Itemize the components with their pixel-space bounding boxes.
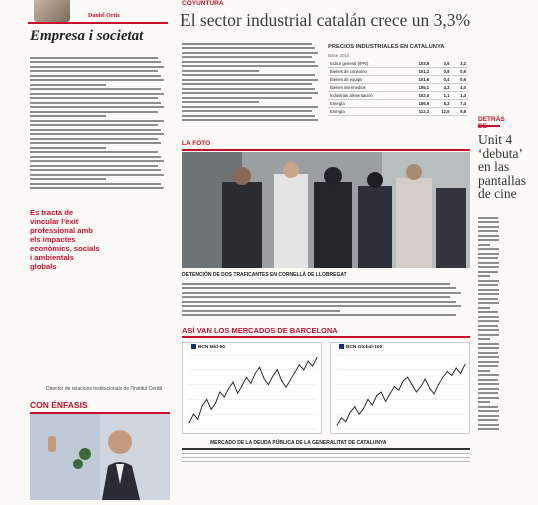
- chart-point: [272, 375, 273, 376]
- chart-bcn-mid-50: [182, 342, 322, 434]
- chart-point: [197, 419, 198, 420]
- chart-point: [312, 366, 313, 367]
- chart-point: [376, 395, 377, 396]
- chart-point: [398, 390, 399, 391]
- text-line: [478, 320, 499, 322]
- chart-point: [350, 412, 351, 413]
- chart-point: [438, 384, 439, 385]
- text-line: [478, 275, 490, 277]
- chart-point: [394, 386, 395, 387]
- chart-point: [354, 406, 355, 407]
- text-line: [30, 142, 161, 144]
- chart-point: [367, 399, 368, 400]
- text-line: [182, 283, 450, 285]
- text-line: [182, 56, 312, 58]
- text-line: [478, 379, 498, 381]
- text-line: [30, 120, 164, 122]
- text-line: [30, 183, 161, 185]
- price-table-row: [328, 108, 468, 116]
- price-table-cell: 0,8: [431, 68, 451, 76]
- text-line: [182, 101, 259, 103]
- price-table-row: [328, 76, 468, 84]
- price-table-cell: Energía: [328, 100, 407, 108]
- chart-point: [385, 401, 386, 402]
- chart-point: [412, 384, 413, 385]
- text-line: [182, 70, 259, 72]
- text-line: [30, 165, 158, 167]
- chart-point: [228, 388, 229, 389]
- price-table-cell: 101,6: [407, 76, 431, 84]
- chart-point: [434, 393, 435, 394]
- price-table-cell: 112,3: [407, 108, 431, 116]
- price-table-cell: 101,2: [407, 68, 431, 76]
- chart-left-title: BCN Mid-50: [198, 344, 225, 350]
- price-table: [328, 60, 468, 116]
- text-line: [30, 129, 161, 131]
- enfasis-photo: [30, 414, 170, 500]
- author-name: Daniel Ortiz: [88, 13, 120, 19]
- text-line: [478, 415, 499, 417]
- article-body: [182, 40, 322, 124]
- text-line: [30, 111, 158, 113]
- text-line: [478, 298, 498, 300]
- text-line: [478, 347, 499, 349]
- price-table-cell: 102,0: [407, 92, 431, 100]
- text-line: [30, 106, 164, 108]
- chart-point: [341, 417, 342, 418]
- chart-point: [224, 396, 225, 397]
- markets-rule: [182, 336, 470, 338]
- detras-heading: DETRÁS: [478, 116, 505, 123]
- text-line: [30, 187, 164, 189]
- detras-text: [478, 214, 500, 433]
- chart-point: [233, 382, 234, 383]
- chart-point: [389, 393, 390, 394]
- text-line: [30, 84, 106, 86]
- text-line: [182, 287, 456, 289]
- text-line: [182, 52, 318, 54]
- chart-series-line: [337, 364, 465, 425]
- text-line: [30, 57, 158, 59]
- text-line: [182, 310, 340, 312]
- text-line: [30, 70, 158, 72]
- chart-point: [202, 405, 203, 406]
- text-line: [478, 244, 490, 246]
- chart-point: [211, 409, 212, 410]
- chart-point: [429, 388, 430, 389]
- pullquote-text: Es tracta de vincular l'èxit professional amb els impactes econòmics, socials i ambientals globals: [30, 208, 100, 271]
- text-line: [30, 79, 164, 81]
- news-photo: [182, 152, 470, 268]
- text-line: [478, 239, 499, 241]
- text-line: [30, 97, 158, 99]
- debt-cell: [182, 458, 218, 462]
- text-line: [478, 266, 499, 268]
- text-line: [30, 138, 158, 140]
- chart-point: [250, 383, 251, 384]
- price-table-cell: 4,3: [431, 84, 451, 92]
- chart-point: [416, 392, 417, 393]
- text-line: [30, 178, 106, 180]
- text-line: [182, 119, 318, 121]
- price-table-cell: 103,8: [407, 60, 431, 68]
- text-line: [478, 392, 498, 394]
- chart-point: [447, 371, 448, 372]
- price-table-row: [328, 100, 468, 108]
- price-table-cell: 1,1: [431, 92, 451, 100]
- text-line: [182, 110, 312, 112]
- text-line: [478, 235, 499, 237]
- author-credit: Director de relacions Institucionals de l'Institut Cerdà: [46, 386, 163, 392]
- text-line: [478, 338, 490, 340]
- author-photo: [34, 0, 70, 22]
- photo-rule: [182, 149, 470, 151]
- chart-point: [189, 422, 190, 423]
- price-table-cell: 0,6: [451, 76, 468, 84]
- chart-point: [286, 387, 287, 388]
- debt-table: [182, 448, 470, 462]
- price-table-row: [328, 92, 468, 100]
- debt-cell: [254, 458, 290, 462]
- price-table-subtitle: Base 2015: [328, 53, 350, 58]
- text-line: [478, 293, 499, 295]
- text-line: [478, 419, 498, 421]
- price-table-cell: Bienes de consumo: [328, 68, 407, 76]
- detras-title: Unit 4 ‘debuta’ en las pantallas de cine: [478, 132, 526, 201]
- price-table-cell: Energía: [328, 108, 407, 116]
- text-line: [478, 262, 499, 264]
- text-line: [182, 97, 312, 99]
- text-line: [478, 307, 490, 309]
- price-table-cell: Bienes de equipo: [328, 76, 407, 84]
- text-line: [478, 221, 499, 223]
- text-line: [182, 301, 456, 303]
- text-line: [30, 124, 158, 126]
- price-table-cell: 4,0: [451, 84, 468, 92]
- text-line: [182, 92, 318, 94]
- chart-point: [255, 373, 256, 374]
- text-line: [182, 74, 315, 76]
- chart-point: [219, 392, 220, 393]
- chart-point: [403, 380, 404, 381]
- text-line: [182, 47, 315, 49]
- text-line: [182, 79, 318, 81]
- markets-heading: ASÍ VAN LOS MERCADOS DE BARCELONA: [182, 326, 338, 335]
- text-line: [30, 66, 164, 68]
- text-line: [478, 356, 499, 358]
- debt-cell: [326, 458, 362, 462]
- text-line: [182, 43, 312, 45]
- price-table-cell: Industrias alimentación: [328, 92, 407, 100]
- debt-cell: [362, 458, 398, 462]
- chart-point: [337, 425, 338, 426]
- text-line: [182, 65, 318, 67]
- text-line: [478, 316, 499, 318]
- text-line: [478, 257, 498, 259]
- section-title: Empresa i societat: [30, 28, 144, 44]
- chart-point: [456, 367, 457, 368]
- price-table-title: PRECIOS INDUSTRIALES EN CATALUNYA: [328, 44, 445, 50]
- chart-point: [241, 385, 242, 386]
- left-article-text: [30, 54, 168, 192]
- price-table-cell: 9,8: [451, 108, 468, 116]
- text-line: [478, 370, 490, 372]
- text-line: [478, 271, 498, 273]
- text-line: [478, 428, 499, 430]
- text-line: [30, 93, 164, 95]
- chart-point: [359, 414, 360, 415]
- text-line: [30, 160, 164, 162]
- text-line: [478, 388, 499, 390]
- chart-point: [345, 421, 346, 422]
- chart-point: [193, 414, 194, 415]
- text-line: [182, 292, 461, 294]
- text-line: [30, 151, 158, 153]
- chart-point: [294, 372, 295, 373]
- debt-cell: [218, 458, 254, 462]
- chart-point: [420, 386, 421, 387]
- text-line: [478, 352, 498, 354]
- text-line: [478, 217, 498, 219]
- price-table-cell: 12,5: [431, 108, 451, 116]
- text-line: [30, 169, 161, 171]
- chart-point: [290, 379, 291, 380]
- price-table-row: [328, 68, 468, 76]
- text-line: [30, 102, 161, 104]
- text-line: [182, 115, 315, 117]
- chart-point: [407, 377, 408, 378]
- price-table-cell: 7,4: [451, 100, 468, 108]
- photo-caption: [182, 280, 470, 319]
- text-line: [478, 325, 498, 327]
- text-line: [478, 334, 499, 336]
- text-line: [478, 248, 499, 250]
- text-line: [30, 61, 161, 63]
- price-table-cell: 0,4: [431, 76, 451, 84]
- text-line: [478, 397, 499, 399]
- chart-right-plot: [331, 343, 471, 435]
- text-line: [182, 305, 461, 307]
- chart-point: [237, 393, 238, 394]
- chart-point: [317, 357, 318, 358]
- price-table-cell: 3,6: [431, 60, 451, 68]
- text-line: [478, 343, 499, 345]
- text-line: [478, 289, 499, 291]
- text-line: [182, 83, 312, 85]
- pullquote: [30, 208, 100, 271]
- price-table-cell: 106,9: [407, 100, 431, 108]
- text-line: [478, 424, 499, 426]
- text-line: [30, 147, 106, 149]
- text-line: [478, 302, 499, 304]
- chart-bcn-global-100: [330, 342, 470, 434]
- text-line: [30, 174, 164, 176]
- chart-point: [246, 377, 247, 378]
- debt-cell: [290, 458, 326, 462]
- text-line: [478, 226, 499, 228]
- price-table-cell: Índice general (IPRI): [328, 60, 407, 68]
- chart-point: [303, 369, 304, 370]
- chart-point: [259, 367, 260, 368]
- text-line: [182, 88, 315, 90]
- chart-right-title: BCN Global-100: [346, 344, 383, 350]
- chart-point: [281, 380, 282, 381]
- text-line: [182, 61, 315, 63]
- text-line: [30, 156, 161, 158]
- debt-row: [182, 458, 470, 462]
- text-line: [478, 361, 499, 363]
- author-rule: [28, 22, 168, 24]
- chart-point: [451, 375, 452, 376]
- price-table-cell: Bienes intermedios: [328, 84, 407, 92]
- text-line: [478, 329, 499, 331]
- photo-caption-heading: DETENCIÓN DE DOS TRAFICANTES EN CORNELLÀ DE LLOBREGAT: [182, 272, 347, 278]
- article-kicker: COYUNTURA: [182, 0, 224, 7]
- price-table-cell: 3,2: [451, 60, 468, 68]
- chart-point: [206, 399, 207, 400]
- chart-point: [277, 369, 278, 370]
- text-line: [30, 75, 161, 77]
- chart-point: [299, 364, 300, 365]
- text-line: [478, 280, 499, 282]
- debt-cell: [398, 458, 434, 462]
- text-line: [182, 314, 456, 316]
- chart-point: [308, 361, 309, 362]
- price-table-cell: 105,1: [407, 84, 431, 92]
- chart-point: [268, 384, 269, 385]
- chart-point: [425, 379, 426, 380]
- detras-rule: [478, 125, 500, 127]
- debt-table-title: MERCADO DE LA DEUDA PÚBLICA DE LA GENERALITAT DE CATALUNYA: [210, 440, 387, 446]
- enfasis-heading: CON ÉNFASIS: [30, 400, 88, 410]
- text-line: [182, 296, 450, 298]
- chart-left-plot: [183, 343, 323, 435]
- price-table-cell: 0,9: [451, 68, 468, 76]
- chart-point: [442, 377, 443, 378]
- text-line: [478, 374, 499, 376]
- chart-point: [381, 392, 382, 393]
- chart-point: [363, 408, 364, 409]
- text-line: [30, 115, 106, 117]
- price-table-cell: 1,3: [451, 92, 468, 100]
- debt-cell: [434, 458, 470, 462]
- text-line: [182, 106, 318, 108]
- photo-heading: LA FOTO: [182, 140, 211, 147]
- text-line: [478, 406, 498, 408]
- text-line: [30, 133, 164, 135]
- text-line: [478, 311, 498, 313]
- price-table-row: [328, 84, 468, 92]
- text-line: [478, 383, 499, 385]
- text-line: [478, 253, 499, 255]
- chart-point: [460, 373, 461, 374]
- text-line: [478, 365, 498, 367]
- chart-point: [372, 404, 373, 405]
- text-line: [30, 88, 161, 90]
- chart-point: [264, 378, 265, 379]
- text-line: [478, 230, 498, 232]
- text-line: [478, 410, 499, 412]
- text-line: [478, 284, 498, 286]
- text-line: [478, 401, 490, 403]
- chart-point: [215, 403, 216, 404]
- article-headline: El sector industrial catalán crece un 3,3%: [180, 10, 471, 30]
- chart-series-line: [189, 358, 317, 423]
- chart-point: [465, 364, 466, 365]
- price-table-cell: 8,3: [431, 100, 451, 108]
- price-table-row: [328, 60, 468, 68]
